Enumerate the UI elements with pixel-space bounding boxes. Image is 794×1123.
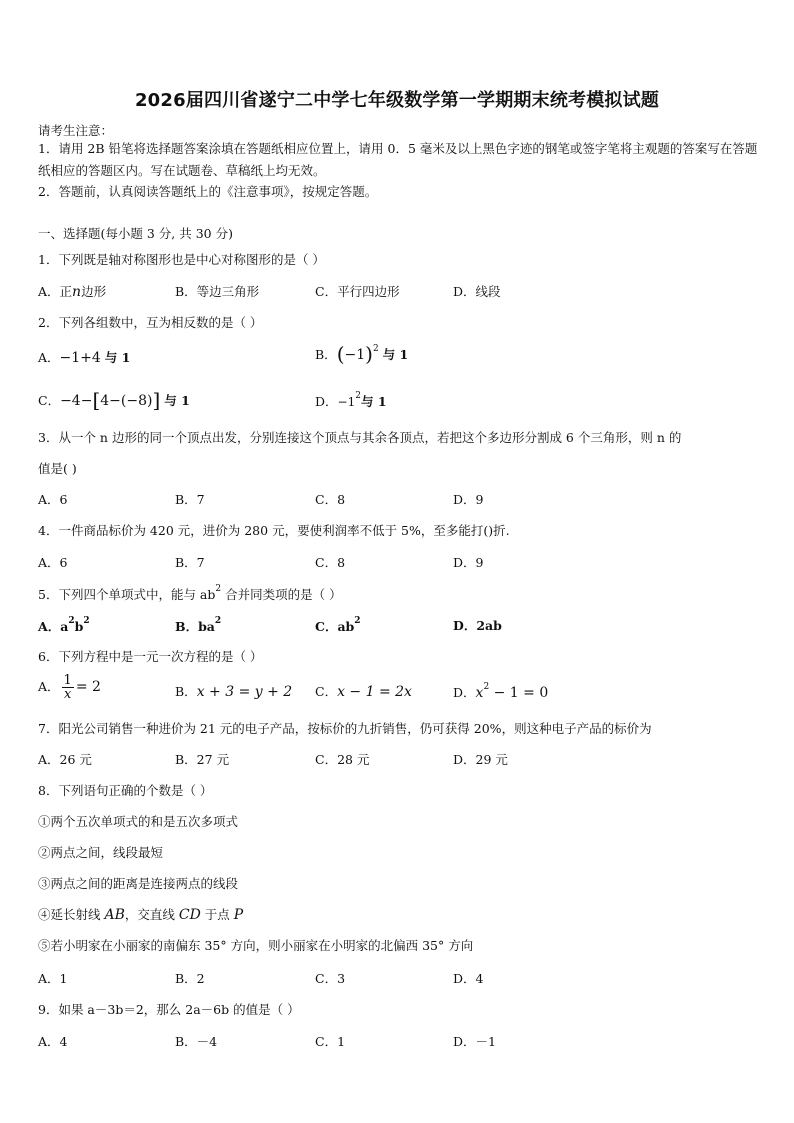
q5-option-b: B．$ba^2$ [175, 616, 222, 634]
q7-option-d: D．29 元 [453, 752, 508, 767]
q5-option-a: A．$a^2b^2$ [38, 616, 90, 634]
q3-option-d: D．9 [453, 492, 484, 507]
q5-option-d: D．2ab [453, 618, 502, 633]
q6-stem: 6．下列方程中是一元一次方程的是（ ） [38, 649, 263, 664]
q8-option-c: C．3 [315, 971, 346, 986]
q8-option-b: B．2 [175, 971, 205, 986]
q4-option-c: C．8 [315, 555, 346, 570]
q3-option-b: B．7 [175, 492, 205, 507]
q5-stem: 5．下列四个单项式中，能与 $ab^2$ 合并同类项的是（ ） [38, 584, 342, 602]
q2-option-b: B．$(-1)^2$ 与 1 [315, 342, 409, 366]
q3-option-c: C．8 [315, 492, 346, 507]
notice-item-2: 2．答题前，认真阅读答题纸上的《注意事项》，按规定答题。 [38, 184, 378, 199]
q1-stem: 1．下列既是轴对称图形也是中心对称图形的是（ ） [38, 252, 325, 267]
q1-option-d: D．线段 [453, 284, 501, 299]
q9-stem: 9．如果 a－3b＝2，那么 2a－6b 的值是（ ） [38, 1002, 300, 1017]
q9-option-b: B．－4 [175, 1034, 218, 1049]
q4-option-d: D．9 [453, 555, 484, 570]
q4-option-a: A．6 [38, 555, 68, 570]
q8-statement-3: ③两点之间的距离是连接两点的线段 [38, 876, 239, 891]
notice-heading: 请考生注意： [38, 123, 114, 138]
q7-option-a: A．26 元 [38, 752, 92, 767]
q1-option-b: B．等边三角形 [175, 284, 260, 299]
page-title: 2026届四川省遂宁二中学七年级数学第一学期期末统考模拟试题 [134, 90, 660, 111]
q8-option-a: A．1 [38, 971, 68, 986]
notice-item-1: 1．请用 2B 铅笔将选择题答案涂填在答题纸相应位置上，请用 0．5 毫米及以上黑色字迹的钢笔或签字笔将主观题的答案写在答题纸相应的答题区内。写在试题卷、草稿纸上均无效。 [38, 141, 758, 178]
q6-option-c: C．x − 1 = 2x [315, 684, 412, 700]
q8-statement-2: ②两点之间，线段最短 [38, 845, 164, 860]
q1-option-c: C．平行四边形 [315, 284, 400, 299]
q7-option-c: C．28 元 [315, 752, 370, 767]
q2-option-d: D．$-1^2$与 1 [315, 391, 387, 409]
q8-statement-4: ④延长射线 AB，交直线 CD 于点 P [38, 907, 244, 923]
q1-option-a: A．正n边形 [38, 284, 107, 300]
q9-option-c: C．1 [315, 1034, 346, 1049]
q8-option-d: D．4 [453, 971, 484, 986]
q5-option-c: C．$ab^2$ [315, 616, 361, 634]
q6-option-d: D．$x^2 - 1 = 0$ [453, 682, 549, 701]
q2-option-c: C．−4−[4−(−8)] 与 1 [38, 388, 190, 412]
section-heading: 一、选择题(每小题 3 分, 共 30 分) [38, 226, 233, 241]
q2-option-a: A．−1+4 与 1 [38, 350, 131, 366]
q2-stem: 2．下列各组数中，互为相反数的是（ ） [38, 315, 263, 330]
q3-option-a: A．6 [38, 492, 68, 507]
q7-option-b: B．27 元 [175, 752, 230, 767]
q9-option-a: A．4 [38, 1034, 68, 1049]
q8-statement-5: ⑤若小明家在小丽家的南偏东 35° 方向，则小丽家在小明家的北偏西 35° 方向 [38, 938, 474, 953]
q6-option-a: A． $\frac{1}{x}$ = 2 [38, 673, 101, 702]
q8-statement-1: ①两个五次单项式的和是五次多项式 [38, 814, 239, 829]
q6-option-b: B．x + 3 = y + 2 [175, 684, 293, 700]
q3-stem-cont: 值是( ) [38, 461, 77, 476]
q4-option-b: B．7 [175, 555, 205, 570]
q7-stem: 7．阳光公司销售一种进价为 21 元的电子产品，按标价的九折销售，仍可获得 20%，则这种电子产品的标价为 [38, 721, 652, 736]
q4-stem: 4．一件商品标价为 420 元，进价为 280 元，要使利润率不低于 5%，至多能打()折. [38, 523, 510, 538]
q8-stem: 8．下列语句正确的个数是（ ） [38, 783, 213, 798]
q3-stem: 3．从一个 n 边形的同一个顶点出发，分别连接这个顶点与其余各顶点，若把这个多边形分割成 6 个三角形，则 n 的 [38, 430, 682, 445]
q9-option-d: D．－1 [453, 1034, 496, 1049]
